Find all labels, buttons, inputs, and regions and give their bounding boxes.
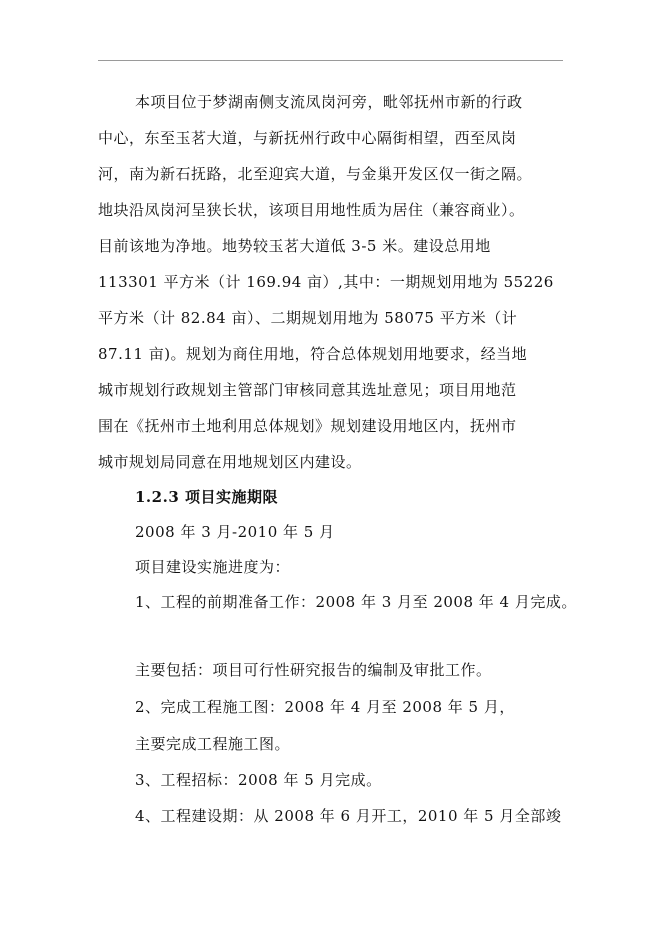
schedule-item-2-detail: 主要完成工程施工图。: [135, 735, 291, 753]
schedule-item-2: 2、完成工程施工图：2008 年 4 月至 2008 年 5 月，: [135, 698, 515, 716]
paragraph-line: 目前该地为净地。地势较玉茗大道低 3-5 米。建设总用地: [98, 237, 491, 255]
paragraph-line: 87.11 亩)。规划为商住用地，符合总体规划用地要求，经当地: [98, 345, 528, 363]
schedule-item-1: 1、工程的前期准备工作：2008 年 3 月至 2008 年 4 月完成。: [135, 593, 577, 611]
section-heading: 1.2.3 项目实施期限: [135, 488, 278, 506]
paragraph-line: 城市规划行政规划主管部门审核同意其选址意见；项目用地范: [98, 381, 517, 399]
paragraph-line: 地块沿凤岗河呈狭长状，该项目用地性质为居住（兼容商业）。: [98, 201, 525, 219]
schedule-item-1-detail: 主要包括：项目可行性研究报告的编制及审批工作。: [135, 661, 492, 679]
paragraph-line: 中心，东至玉茗大道，与新抚州行政中心隔街相望，西至凤岗: [98, 129, 517, 147]
paragraph-line: 平方米（计 82.84 亩）、二期规划用地为 58075 平方米（计: [98, 309, 518, 327]
schedule-intro: 项目建设实施进度为：: [135, 558, 291, 576]
paragraph-line: 本项目位于梦湖南侧支流凤岗河旁，毗邻抚州市新的行政: [135, 93, 523, 111]
schedule-item-4: 4、工程建设期：从 2008 年 6 月开工，2010 年 5 月全部竣: [135, 807, 562, 825]
paragraph-line: 113301 平方米（计 169.94 亩）,其中：一期规划用地为 55226: [98, 273, 554, 291]
paragraph-line: 城市规划局同意在用地规划区内建设。: [98, 453, 362, 471]
schedule-item-3: 3、工程招标：2008 年 5 月完成。: [135, 771, 382, 789]
period-text: 2008 年 3 月-2010 年 5 月: [135, 523, 335, 541]
header-rule: [98, 60, 563, 61]
paragraph-line: 河，南为新石抚路，北至迎宾大道，与金巢开发区仅一街之隔。: [98, 165, 533, 183]
paragraph-line: 围在《抚州市土地利用总体规划》规划建设用地区内，抚州市: [98, 417, 517, 435]
